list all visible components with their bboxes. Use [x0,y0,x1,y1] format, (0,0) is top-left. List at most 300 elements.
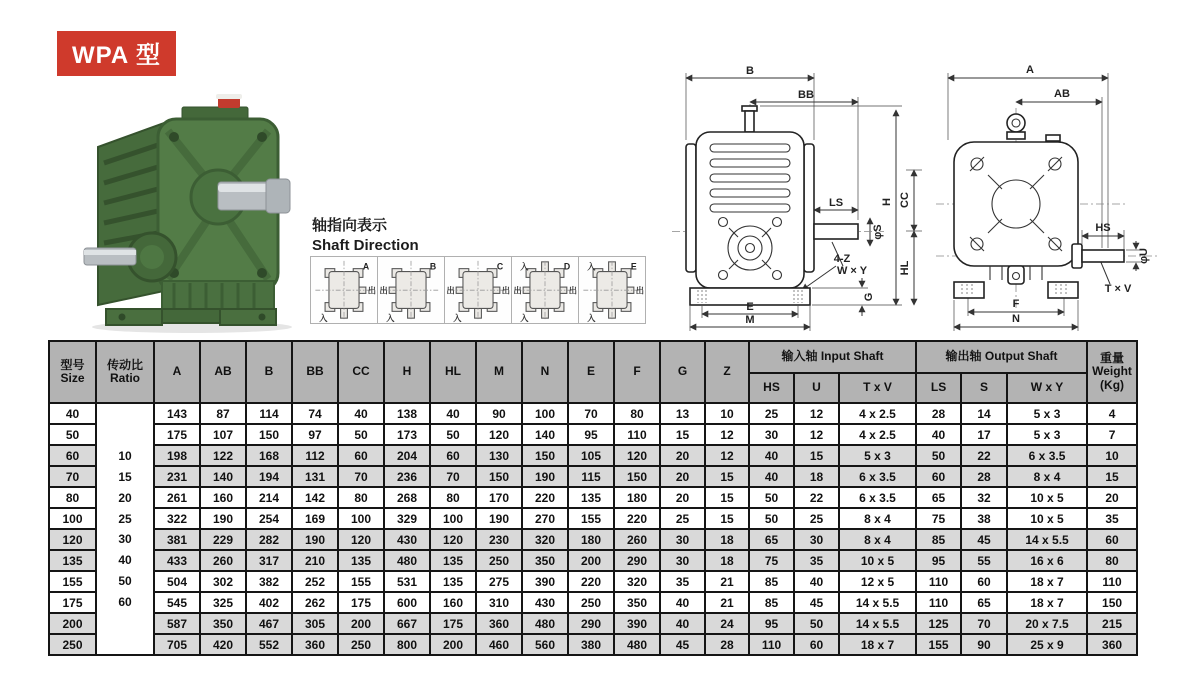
spec-cell: 20 [660,487,705,508]
size-cell: 60 [49,445,96,466]
subheader-output-1: S [961,373,1007,403]
subheader-input-2: T x V [839,373,916,403]
spec-cell: 120 [430,529,476,550]
spec-cell: 22 [794,487,839,508]
dim-label-LS: LS [828,197,844,209]
spec-cell: 380 [568,634,614,655]
spec-cell: 10 [1087,445,1137,466]
spec-cell: 15 [705,508,749,529]
spec-cell: 65 [916,487,961,508]
spec-cell: 150 [246,424,292,445]
spec-cell: 402 [246,592,292,613]
header-dim-G: G [660,341,705,403]
spec-cell: 150 [476,466,522,487]
spec-cell: 50 [338,424,384,445]
table-row-size-100 [49,508,1137,529]
diagram-letter: E [630,261,637,272]
spec-cell: 125 [916,613,961,634]
spec-cell: 90 [476,403,522,424]
spec-cell: 12 x 5 [839,571,916,592]
spec-cell: 18 [705,529,749,550]
spec-cell: 325 [200,592,246,613]
spec-cell: 135 [568,487,614,508]
spec-cell: 115 [568,466,614,487]
spec-cell: 110 [1087,571,1137,592]
spec-cell: 5 x 3 [1007,403,1087,424]
spec-cell: 262 [292,592,338,613]
spec-cell: 320 [522,529,568,550]
model-badge [57,31,176,76]
spec-cell: 60 [794,634,839,655]
dim-label-AB: AB [1054,88,1070,100]
spec-cell: 140 [200,466,246,487]
spec-cell: 250 [338,634,384,655]
spec-cell: 4 [1087,403,1137,424]
spec-cell: 150 [1087,592,1137,613]
dim-label-CC: CC [899,192,911,208]
spec-cell: 105 [568,445,614,466]
size-cell: 80 [49,487,96,508]
spec-cell: 20 x 7.5 [1007,613,1087,634]
spec-cell: 80 [1087,550,1137,571]
spec-cell: 28 [705,634,749,655]
spec-cell: 260 [200,550,246,571]
spec-cell: 21 [705,571,749,592]
spec-cell: 110 [916,592,961,613]
spec-cell: 545 [154,592,200,613]
spec-cell: 175 [430,613,476,634]
dim-label-TxV: T × V [1104,283,1132,295]
diagram-port-label: 出 [367,286,377,296]
spec-cell: 155 [568,508,614,529]
shaft-diagram-icon [512,257,578,323]
diagram-port-label: 入 [520,314,529,323]
header-output-shaft: 输出轴 Output Shaft [916,341,1087,373]
header-size-cn: 型号 [60,357,85,372]
spec-cell: 8 x 4 [839,508,916,529]
header-dim-HL: HL [430,341,476,403]
ratio-value [97,404,153,425]
spec-cell: 32 [961,487,1007,508]
spec-cell: 75 [749,550,794,571]
size-cell: 200 [49,613,96,634]
diagram-port-label: 出 [501,286,511,296]
spec-cell: 30 [660,529,705,550]
diagram-port-label: 入 [453,314,462,323]
spec-cell: 270 [522,508,568,529]
diagram-port-label: 出 [635,286,645,296]
spec-cell: 190 [476,508,522,529]
spec-cell: 275 [476,571,522,592]
spec-cell: 302 [200,571,246,592]
spec-cell: 18 [705,550,749,571]
dim-label-phiS: φS [872,224,884,240]
dim-label-phiU: φU [1138,248,1150,264]
spec-cell: 317 [246,550,292,571]
spec-cell: 198 [154,445,200,466]
spec-cell: 310 [476,592,522,613]
spec-cell: 200 [568,550,614,571]
shaft-diagram-icon [445,257,511,323]
spec-cell: 18 x 7 [1007,571,1087,592]
ratio-value: 60 [118,594,132,609]
table-row-size-60 [49,445,1137,466]
spec-cell: 130 [476,445,522,466]
spec-cell: 168 [246,445,292,466]
spec-cell: 360 [292,634,338,655]
subheader-input-0: HS [749,373,794,403]
spec-cell: 12 [794,424,839,445]
header-ratio-en: Ratio [110,371,140,385]
spec-cell: 25 [660,508,705,529]
spec-cell: 250 [476,550,522,571]
spec-cell: 390 [522,571,568,592]
spec-cell: 220 [614,508,660,529]
spec-cell: 14 x 5.5 [839,613,916,634]
size-cell: 70 [49,466,96,487]
spec-cell: 65 [749,529,794,550]
spec-cell: 229 [200,529,246,550]
spec-cell: 45 [794,592,839,613]
spec-cell: 230 [476,529,522,550]
spec-cell: 18 [794,466,839,487]
spec-cell: 40 [660,592,705,613]
table-row-size-40 [49,403,1137,424]
ratio-value [97,425,153,446]
header-dim-Z: Z [705,341,749,403]
spec-cell: 110 [749,634,794,655]
spec-cell: 552 [246,634,292,655]
spec-cell: 70 [568,403,614,424]
dim-label-BB: BB [798,89,814,101]
spec-cell: 40 [749,445,794,466]
spec-cell: 30 [794,529,839,550]
dim-label-N: N [1012,313,1020,325]
spec-cell: 190 [522,466,568,487]
diagram-letter: D [563,261,571,272]
shaft-direction-title [312,216,419,255]
header-weight-en: Weight [1092,364,1132,379]
spec-cell: 305 [292,613,338,634]
dim-label-A: A [1026,64,1034,76]
spec-cell: 35 [1087,508,1137,529]
spec-cell: 430 [384,529,430,550]
spec-cell: 120 [614,445,660,466]
spec-cell: 120 [476,424,522,445]
spec-cell: 175 [154,424,200,445]
spec-cell: 215 [1087,613,1137,634]
shaft-direction-diagram-B [377,256,445,324]
spec-cell: 131 [292,466,338,487]
spec-cell: 282 [246,529,292,550]
spec-cell: 45 [961,529,1007,550]
size-cell: 250 [49,634,96,655]
spec-cell: 60 [961,571,1007,592]
spec-cell: 138 [384,403,430,424]
spec-cell: 100 [522,403,568,424]
spec-cell: 800 [384,634,430,655]
spec-cell: 268 [384,487,430,508]
front-view-drawing [650,50,950,335]
spec-cell: 20 [1087,487,1137,508]
spec-table [48,340,1138,656]
spec-cell: 30 [660,550,705,571]
header-weight [1087,341,1137,403]
spec-cell: 600 [384,592,430,613]
ratio-value: 15 [118,469,132,484]
shaft-direction-diagram-A [310,256,378,324]
spec-cell: 15 [794,445,839,466]
shaft-diagram-icon [579,257,645,323]
header-weight-cn: 重量 [1100,350,1125,365]
spec-cell: 95 [749,613,794,634]
diagram-letter: C [496,261,504,272]
spec-cell: 667 [384,613,430,634]
spec-cell: 236 [384,466,430,487]
spec-cell: 200 [430,634,476,655]
spec-cell: 50 [794,613,839,634]
spec-cell: 95 [568,424,614,445]
spec-cell: 50 [430,424,476,445]
spec-cell: 160 [200,487,246,508]
spec-cell: 107 [200,424,246,445]
spec-cell: 18 x 7 [1007,592,1087,613]
spec-cell: 254 [246,508,292,529]
spec-cell: 21 [705,592,749,613]
spec-cell: 20 [660,445,705,466]
ratio-value: 20 [118,490,132,505]
spec-cell: 30 [749,424,794,445]
spec-cell: 50 [749,487,794,508]
ratio-value: 40 [118,553,132,568]
dim-label-H: H [881,198,893,206]
ratio-value: 25 [118,511,132,526]
ratio-cell [96,403,154,655]
header-size-en: Size [60,371,85,385]
diagram-letter: B [429,261,437,272]
spec-cell: 320 [614,571,660,592]
spec-cell: 6 x 3.5 [839,466,916,487]
header-dim-N: N [522,341,568,403]
spec-cell: 80 [430,487,476,508]
diagram-port-label: 出 [446,286,455,296]
spec-cell: 7 [1087,424,1137,445]
spec-cell: 560 [522,634,568,655]
header-dim-M: M [476,341,522,403]
spec-cell: 390 [614,613,660,634]
spec-cell: 504 [154,571,200,592]
spec-cell: 190 [292,529,338,550]
diagram-port-label: 入 [319,314,328,323]
spec-cell: 420 [200,634,246,655]
spec-cell: 180 [568,529,614,550]
spec-cell: 190 [200,508,246,529]
header-ratio-cn: 传动比 [106,357,143,372]
spec-cell: 480 [614,634,660,655]
diagram-port-label: 入 [587,262,596,272]
spec-cell: 8 x 4 [839,529,916,550]
spec-cell: 80 [338,487,384,508]
spec-cell: 95 [916,550,961,571]
spec-cell: 13 [660,403,705,424]
table-row-size-175 [49,592,1137,613]
spec-cell: 260 [614,529,660,550]
spec-cell: 28 [916,403,961,424]
spec-cell: 110 [614,424,660,445]
dim-label-WxY: W × Y [836,265,868,277]
spec-cell: 4 x 2.5 [839,403,916,424]
spec-cell: 12 [705,445,749,466]
spec-cell: 60 [338,445,384,466]
dim-label-HS: HS [1095,222,1111,234]
table-row-size-250 [49,634,1137,655]
spec-cell: 5 x 3 [839,445,916,466]
model-badge-label: WPA 型 [72,42,161,69]
header-ratio [96,341,154,403]
size-cell: 50 [49,424,96,445]
ratio-value [97,612,153,633]
spec-cell: 200 [338,613,384,634]
spec-cell: 155 [338,571,384,592]
spec-cell: 531 [384,571,430,592]
header-dim-H: H [384,341,430,403]
spec-cell: 18 x 7 [839,634,916,655]
shaft-direction-diagrams [310,256,646,324]
spec-cell: 135 [338,550,384,571]
spec-cell: 10 [705,403,749,424]
header-input-shaft: 输入轴 Input Shaft [749,341,916,373]
spec-cell: 433 [154,550,200,571]
spec-cell: 70 [338,466,384,487]
spec-cell: 55 [961,550,1007,571]
spec-cell: 14 x 5.5 [839,592,916,613]
header-dim-B: B [246,341,292,403]
table-row-size-200 [49,613,1137,634]
spec-cell: 97 [292,424,338,445]
spec-cell: 38 [961,508,1007,529]
spec-cell: 50 [749,508,794,529]
spec-cell: 10 x 5 [1007,487,1087,508]
spec-cell: 85 [749,592,794,613]
shaft-direction-diagram-D [511,256,579,324]
spec-cell: 430 [522,592,568,613]
ratio-value: 50 [118,574,132,589]
spec-cell: 175 [338,592,384,613]
spec-cell: 15 [660,424,705,445]
spec-cell: 14 [961,403,1007,424]
spec-cell: 705 [154,634,200,655]
spec-cell: 14 x 5.5 [1007,529,1087,550]
dim-label-B: B [746,65,754,77]
spec-cell: 40 [749,466,794,487]
shaft-diagram-icon [311,257,377,323]
gearbox-photo [70,85,310,335]
spec-cell: 24 [705,613,749,634]
spec-cell: 20 [660,466,705,487]
spec-cell: 40 [660,613,705,634]
spec-cell: 28 [961,466,1007,487]
spec-cell: 40 [916,424,961,445]
header-dim-AB: AB [200,341,246,403]
spec-cell: 460 [476,634,522,655]
spec-cell: 381 [154,529,200,550]
spec-cell: 70 [961,613,1007,634]
spec-cell: 220 [522,487,568,508]
side-view-drawing [920,50,1181,335]
header-dim-E: E [568,341,614,403]
spec-cell: 50 [916,445,961,466]
spec-cell: 10 x 5 [1007,508,1087,529]
spec-cell: 70 [430,466,476,487]
ratio-value: 30 [118,532,132,547]
spec-cell: 85 [749,571,794,592]
spec-cell: 60 [430,445,476,466]
dim-label-HL: HL [899,260,911,276]
spec-cell: 85 [916,529,961,550]
diagram-port-label: 出 [379,286,388,296]
spec-cell: 214 [246,487,292,508]
shaft-direction-title-en: Shaft Direction [312,236,419,254]
spec-cell: 35 [794,550,839,571]
header-size [49,341,96,403]
spec-cell: 480 [384,550,430,571]
spec-cell: 173 [384,424,430,445]
spec-cell: 25 [749,403,794,424]
diagram-port-label: 出 [568,286,578,296]
subheader-output-0: LS [916,373,961,403]
table-row-size-120 [49,529,1137,550]
spec-cell: 110 [916,571,961,592]
diagram-port-label: 出 [513,286,522,296]
size-cell: 40 [49,403,96,424]
spec-cell: 75 [916,508,961,529]
spec-cell: 329 [384,508,430,529]
diagram-port-label: 入 [587,314,596,323]
spec-cell: 6 x 3.5 [839,487,916,508]
dim-label-F: F [1012,298,1020,310]
spec-cell: 252 [292,571,338,592]
spec-cell: 350 [522,550,568,571]
spec-cell: 15 [705,487,749,508]
spec-cell: 60 [1087,529,1137,550]
spec-cell: 143 [154,403,200,424]
spec-cell: 25 [794,508,839,529]
spec-cell: 10 x 5 [839,550,916,571]
size-cell: 100 [49,508,96,529]
spec-cell: 114 [246,403,292,424]
spec-cell: 35 [660,571,705,592]
table-row-size-135 [49,550,1137,571]
spec-cell: 135 [430,571,476,592]
diagram-port-label: 入 [386,314,395,323]
spec-cell: 322 [154,508,200,529]
spec-cell: 100 [430,508,476,529]
dim-label-G: G [863,292,875,302]
ratio-value [97,633,153,654]
header-dim-BB: BB [292,341,338,403]
spec-cell: 150 [614,466,660,487]
spec-cell: 587 [154,613,200,634]
spec-cell: 150 [522,445,568,466]
spec-cell: 87 [200,403,246,424]
spec-cell: 350 [200,613,246,634]
spec-cell: 467 [246,613,292,634]
spec-cell: 74 [292,403,338,424]
shaft-direction-diagram-E [578,256,646,324]
table-row-size-155 [49,571,1137,592]
spec-cell: 250 [568,592,614,613]
shaft-diagram-icon [378,257,444,323]
